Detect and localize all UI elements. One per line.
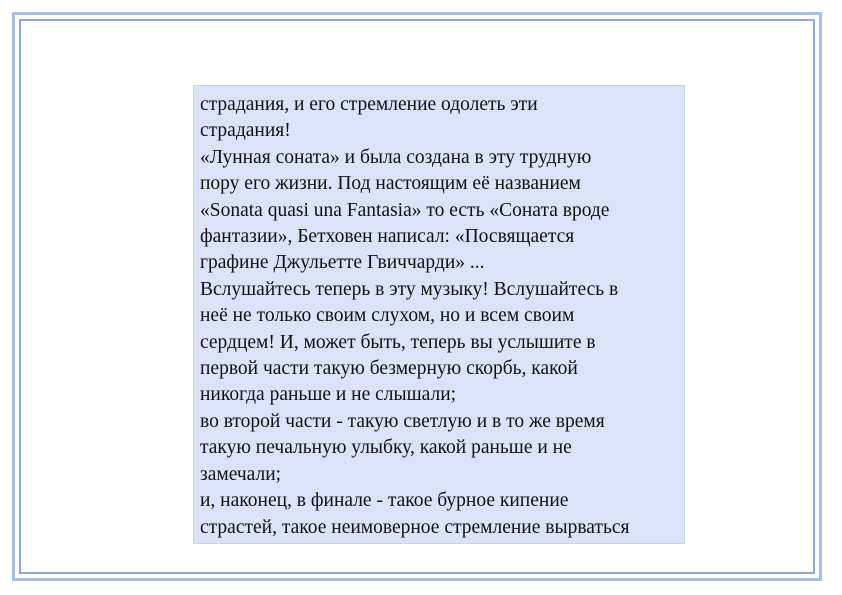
text-line: графине Джульетте Гвиччарди» ...	[200, 252, 485, 274]
text-line: Вслушайтесь теперь в эту музыку! Вслушайтесь в	[200, 278, 619, 300]
text-box	[193, 85, 685, 544]
text-line: первой части такую безмерную скорбь, какой	[200, 358, 578, 380]
text-line: во второй части - такую светлую и в то же время	[200, 410, 605, 432]
text-line: и, наконец, в финале - такое бурное кипение	[200, 490, 569, 512]
text-line: такую печальную улыбку, какой раньше и не	[200, 437, 572, 459]
text-line: страдания!	[200, 120, 291, 142]
text-line: страдания, и его стремление одолеть эти	[200, 94, 538, 115]
text-line: пору его жизни. Под настоящим её названием	[200, 173, 581, 195]
text-line: «Sonata quasi una Fantasia» то есть «Соната вроде	[200, 199, 610, 221]
text-line: неё не только своим слухом, но и всем своим	[200, 305, 575, 327]
text-line: страстей, такое неимоверное стремление вырваться	[200, 516, 630, 538]
text-line: никогда раньше и не слышали;	[200, 384, 457, 406]
text-line: замечали;	[200, 463, 282, 485]
text-line: фантазии», Бетховен написал: «Посвящается	[200, 226, 575, 248]
text-line: «Лунная соната» и была создана в эту трудную	[200, 146, 592, 168]
text-line: сердцем! И, может быть, теперь вы услышите в	[200, 331, 596, 353]
